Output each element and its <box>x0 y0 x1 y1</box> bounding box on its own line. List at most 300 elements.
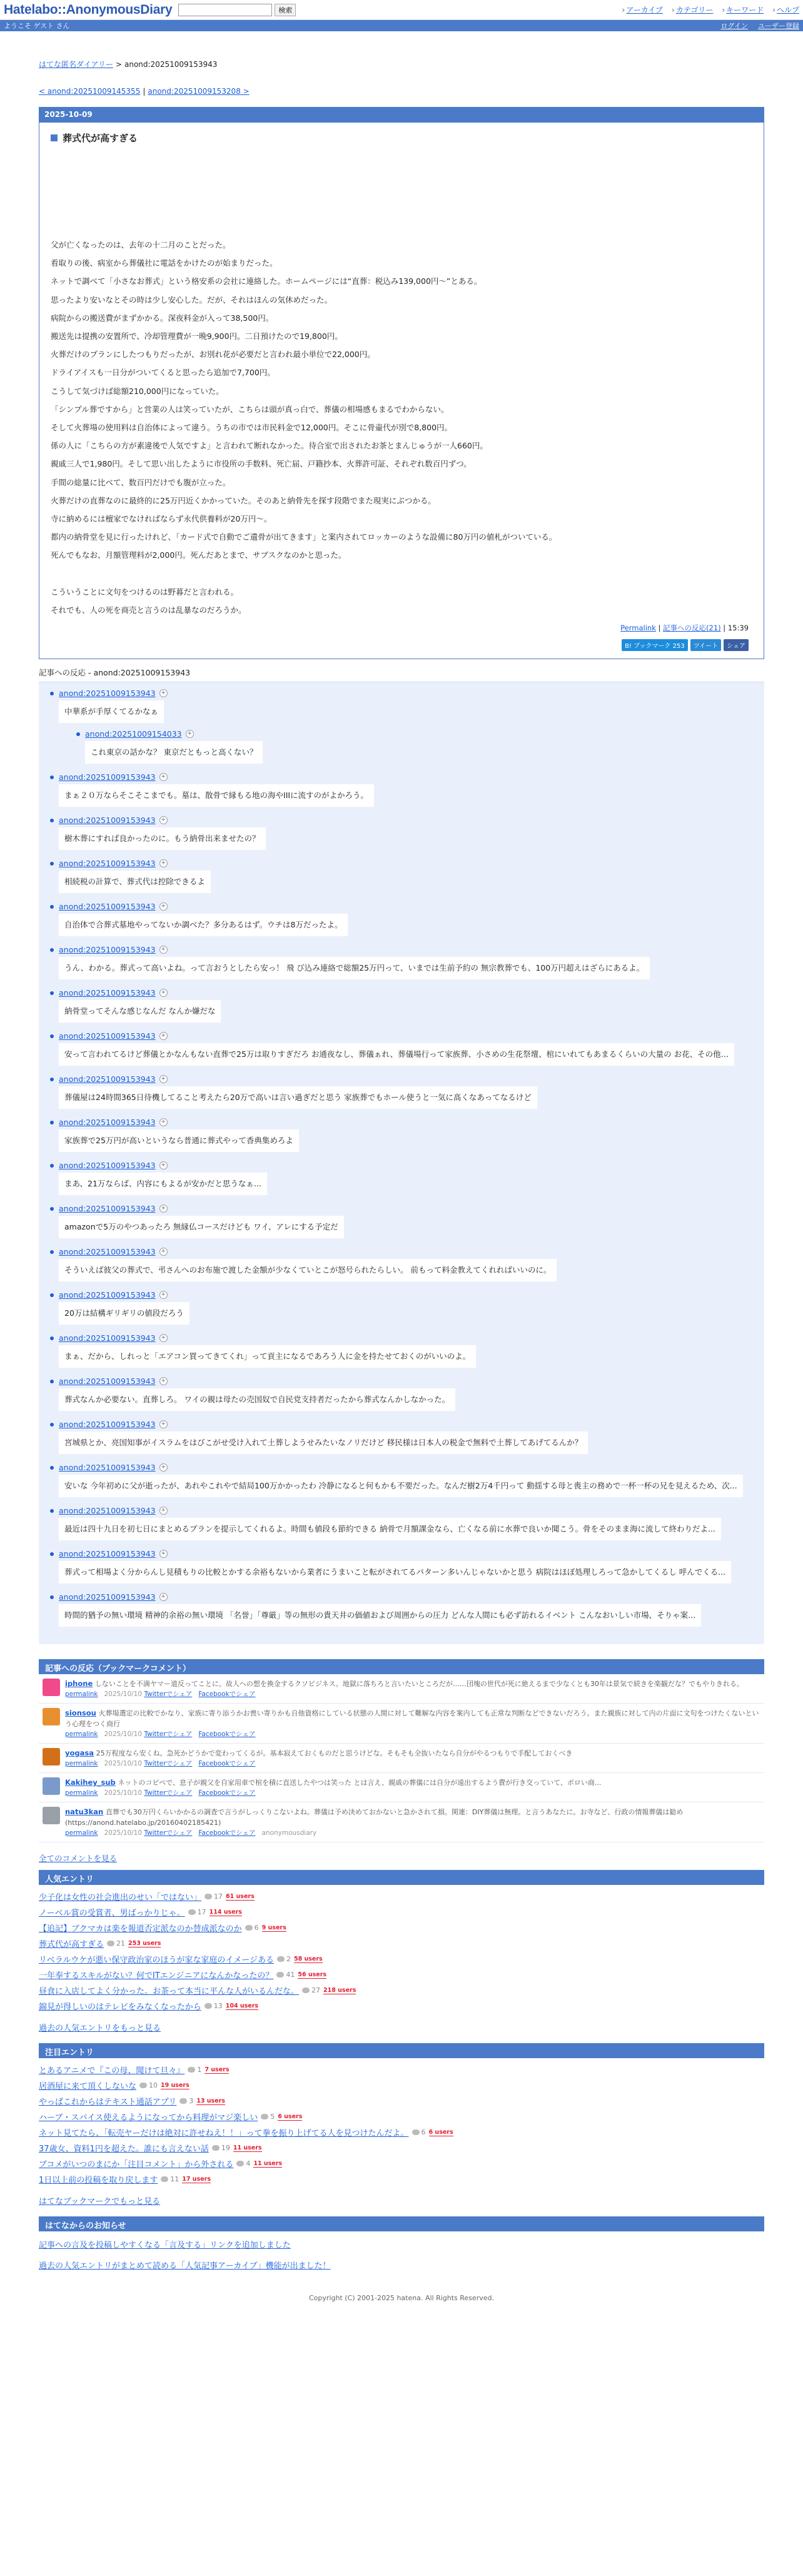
login-link[interactable]: ログイン <box>720 22 748 30</box>
reaction-text: 安いな 今年初めに父が逝ったが、あれやこれやで結局100万かかったわ 冷静になると何もかも不要だった。なんだ樹2万4千円って 動揺する母と喪主の務めで一杯一杯の兄を見えるため、次... <box>59 1475 743 1497</box>
reactions-list <box>39 682 764 1644</box>
comment-count: 4 <box>236 2159 250 2168</box>
bookmark-twitter-share[interactable]: Twitterでシェア <box>144 1730 193 1739</box>
reaction-text: 樹木葬にすれば良かったのに。もう納骨出来ませたの？ <box>59 827 266 850</box>
reaction-text: これ東京の話かな？ 東京だともっと高くない？ <box>85 741 263 764</box>
search-button[interactable]: 検索 <box>275 4 296 16</box>
popular-entry-item <box>39 1904 764 1920</box>
users-count[interactable]: 114 users <box>209 1908 242 1916</box>
notice-item <box>39 2234 764 2255</box>
comment-count: 13 <box>205 2002 223 2010</box>
reaction-head <box>59 1161 750 1170</box>
site-logo[interactable]: Hatelabo::AnonymousDiary <box>4 2 173 17</box>
reaction-expand-icon[interactable]: + <box>159 1507 168 1515</box>
bookmark-line <box>65 1807 764 1828</box>
featured-more-link[interactable]: はてなブックマークでもっと見る <box>39 2197 161 2207</box>
reaction-id-link[interactable]: anond:20251009153943 <box>59 1204 156 1214</box>
featured-entry-item <box>39 2062 764 2078</box>
reaction-item <box>85 729 750 764</box>
comment-count: 5 <box>261 2113 275 2121</box>
bookmark-body <box>65 1708 764 1739</box>
notice-link[interactable]: 過去の人気エントリがまとめて読める「人気記事アーカイブ」機能が出ました！ <box>39 2261 331 2271</box>
comment-count: 19 <box>212 2144 230 2152</box>
popular-entry-item <box>39 1951 764 1967</box>
bookmark-twitter-share[interactable]: Twitterでシェア <box>144 1789 193 1797</box>
bookmark-meta <box>65 1729 764 1739</box>
featured-entry-item <box>39 2171 764 2187</box>
entry-title <box>51 131 749 144</box>
nav-keyword-link[interactable]: › キーワード <box>722 4 764 15</box>
reaction-expand-icon[interactable]: + <box>186 730 194 738</box>
reaction-head <box>59 1592 750 1602</box>
hatena-bookmark-button[interactable]: B! ブックマーク 253 <box>622 639 688 651</box>
reaction-item <box>59 1118 750 1152</box>
reaction-id-link[interactable]: anond:20251009154033 <box>85 729 182 739</box>
featured-entry-link[interactable]: とあるアニメで『この母、聞けて旦々』 <box>39 2066 185 2076</box>
bookmark-meta <box>65 1689 744 1699</box>
bookmark-permalink[interactable]: permalink <box>65 1829 98 1837</box>
entry-line: 死んでもなお、月額管理料が2,000円。死んだあとまで、サブスクなのかと思った。 <box>51 550 346 560</box>
bookmark-twitter-share[interactable]: Twitterでシェア <box>144 1829 193 1837</box>
featured-entry-link[interactable]: 1日以上前の投稿を取り戻します <box>39 2176 158 2186</box>
reaction-id-link[interactable]: anond:20251009153943 <box>59 1376 156 1386</box>
popular-entry-item <box>39 1983 764 1998</box>
bookmark-facebook-share[interactable]: Facebookでシェア <box>198 1829 256 1837</box>
reaction-expand-icon[interactable]: + <box>159 1075 168 1083</box>
reaction-expand-icon[interactable]: + <box>159 1161 168 1169</box>
user-bar <box>0 20 803 31</box>
bookmark-user-link[interactable]: sionsou <box>65 1709 96 1718</box>
reaction-expand-icon[interactable]: + <box>159 859 168 867</box>
featured-entry-link[interactable]: ハーブ・スパイス使えるようになってから料理がマジ楽しい <box>39 2113 258 2123</box>
bookmark-comments-header: 記事への反応（ブックマークコメント） <box>39 1659 764 1674</box>
featured-entry-item <box>39 2078 764 2093</box>
entry-title-text[interactable]: 葬式代が高すぎる <box>63 133 138 144</box>
bookmark-item <box>39 1674 764 1704</box>
breadcrumb <box>39 59 764 69</box>
reaction-text: 葬式なんか必要ない。直葬しろ。 ワイの親は母たの売国奴で自民党支持者だったから葬式なんかしなかった。 <box>59 1388 455 1411</box>
users-count[interactable]: 61 users <box>226 1892 255 1900</box>
users-count[interactable]: 13 users <box>196 2097 225 2104</box>
reaction-head <box>59 772 750 782</box>
bookmark-facebook-share[interactable]: Facebookでシェア <box>198 1760 256 1768</box>
entry-line: それでも、人の死を商売と言うのは乱暴なのだろうか。 <box>51 605 246 615</box>
nav-help-link[interactable]: › ヘルプ <box>772 4 799 15</box>
bookmark-line <box>65 1748 572 1759</box>
reaction-text: 中華系が手厚くてるかなぁ <box>59 700 164 723</box>
entry-line: 搬送先は提携の安置所で、冷却管理費が一晩9,900円。二日預けたので19,800円。 <box>51 331 343 341</box>
top-nav <box>622 4 800 15</box>
entry-line: 看取りの後、病室から葬儀社に電話をかけたのが始まりだった。 <box>51 258 278 268</box>
reaction-id-link[interactable]: anond:20251009153943 <box>59 988 156 998</box>
reaction-expand-icon[interactable]: + <box>159 1377 168 1385</box>
popular-entry-item <box>39 1967 764 1983</box>
comment-count: 1 <box>188 2066 201 2074</box>
bookmark-body <box>65 1807 764 1838</box>
reaction-text: 最近は四十九日を初七日にまとめるプランを提示してくれるよ。時間も値段も節約できる 納骨で月額課金なら、亡くなる前に水葬で良いか聞こう。骨をそのまま海に流して終わりだよ... <box>59 1518 721 1540</box>
bookmark-permalink[interactable]: permalink <box>65 1690 98 1699</box>
reaction-expand-icon[interactable]: + <box>159 1420 168 1428</box>
reaction-id-link[interactable]: anond:20251009153943 <box>59 816 156 826</box>
reaction-item <box>59 1463 750 1497</box>
reaction-item <box>59 1247 750 1281</box>
reaction-head <box>59 689 750 698</box>
reaction-head <box>59 1247 750 1256</box>
reaction-text: 葬儀屋は24時間365日待機してること考えたら20万で高いは言い過ぎだと思う 家族葬でもホール使うと一気に高くなあってなるけど <box>59 1086 537 1109</box>
reaction-expand-icon[interactable]: + <box>159 1248 168 1256</box>
popular-entry-link[interactable]: 錦見が得しいのはテレビをみなくなったから <box>39 2003 201 2013</box>
reaction-id-link[interactable]: anond:20251009153943 <box>59 1074 156 1084</box>
comment-count: 11 <box>161 2175 179 2183</box>
search-input[interactable] <box>178 4 272 16</box>
popular-entry-link[interactable]: ノーベル賞の受賞者、男ばっかりじゃ。 <box>39 1909 185 1919</box>
reaction-item <box>59 1031 750 1066</box>
bookmark-permalink[interactable]: permalink <box>65 1730 98 1739</box>
featured-entry-item <box>39 2156 764 2171</box>
entry-footer: Permalink | 記事への反応(21) | 15:39 <box>620 624 749 633</box>
bookmark-comment: 25万程度なら安くね。急死かどうかで変わってくるが。基本寂えておくものだと思うけどな。そもそも全抜いたなら自分がやるつもりで手配しておくべき <box>96 1749 573 1758</box>
reaction-head <box>59 1506 750 1515</box>
users-count[interactable]: 9 users <box>261 1924 286 1931</box>
featured-entry-item <box>39 2109 764 2124</box>
bookmark-facebook-share[interactable]: Facebookでシェア <box>198 1690 256 1699</box>
bookmark-item <box>39 1802 764 1842</box>
entry-body <box>39 123 764 659</box>
reaction-text: そういえば彼父の葬式で、弔さんへのお布施で渡した金額が少なくていとこが怒号られたらしい。 前もって料金教えてくれればいいのに。 <box>59 1259 557 1281</box>
reaction-head <box>59 1204 750 1213</box>
featured-entry-link[interactable]: やっぱこれからはテキスト通話アプリ <box>39 2098 177 2108</box>
reaction-expand-icon[interactable]: + <box>159 1032 168 1040</box>
bookmark-comment: しないことを不満ヤマー道反ってことに。故人への想を換金するクソビジネス。地獄に落ちろと言いたいところだが……団塊の世代が死に絶えるまで少なくとも30年は景気で続きを楽観だな？でもやりきれる。 <box>94 1680 744 1689</box>
breadcrumb-root-link[interactable]: はてな匿名ダイアリー <box>39 60 113 69</box>
reaction-id-link[interactable]: anond:20251009153943 <box>59 1290 156 1300</box>
reaction-id-link[interactable]: anond:20251009153943 <box>59 1592 156 1602</box>
diary-day <box>39 107 764 659</box>
bookmark-line <box>65 1679 744 1689</box>
users-count[interactable]: 11 users <box>253 2159 283 2167</box>
bookmark-facebook-share[interactable]: Facebookでシェア <box>198 1730 256 1739</box>
bookmark-date: 2025/10/10 <box>104 1730 144 1739</box>
featured-entry-item <box>39 2124 764 2140</box>
facebook-share-button[interactable]: シェア <box>724 639 749 651</box>
bookmark-date: 2025/10/10 <box>104 1760 144 1768</box>
popular-entry-link[interactable]: 昼食に入店してよく分かった。お茶って本当に平んな人がいるんだな。 <box>39 1987 300 1997</box>
comment-count: 3 <box>179 2097 193 2105</box>
users-count[interactable]: 104 users <box>225 2002 259 2009</box>
reaction-id-link[interactable]: anond:20251009153943 <box>59 1549 156 1559</box>
reaction-item <box>59 772 750 807</box>
reaction-id-link[interactable]: anond:20251009153943 <box>59 902 156 912</box>
reaction-head <box>59 902 750 911</box>
bookmark-user-link[interactable]: yogasa <box>65 1749 94 1758</box>
permalink-link[interactable]: Permalink <box>620 624 656 633</box>
reaction-head <box>59 816 750 825</box>
entry-line: 火葬だけのプランにしたつもりだったが、お別れ花が必要だと言われ最小単位で22,000円。 <box>51 350 375 360</box>
bookmark-facebook-share[interactable]: Facebookでシェア <box>198 1789 256 1797</box>
reaction-item <box>59 1074 750 1109</box>
entry-line: こういうことに文句をつけるのは野暮だと言われる。 <box>51 587 239 597</box>
popular-entry-link[interactable]: 【追記】ブクマカは楽を報道否定派なのか替成派なのか <box>39 1924 242 1934</box>
reaction-id-link[interactable]: anond:20251009153943 <box>59 1463 156 1473</box>
popular-list <box>39 1885 764 2014</box>
reaction-head <box>59 1031 750 1041</box>
nav-category-link[interactable]: › カテゴリー <box>672 4 713 15</box>
reaction-item <box>59 1161 750 1195</box>
featured-entry-link[interactable]: 居酒屋に来て頂くしないな <box>39 2082 137 2092</box>
reaction-text: まあ、21万ならば、内容にもよるが安かだと思うなぁ... <box>59 1173 267 1195</box>
bookmark-twitter-share[interactable]: Twitterでシェア <box>144 1690 193 1699</box>
reaction-item <box>59 1290 750 1325</box>
users-count[interactable]: 7 users <box>205 2066 230 2073</box>
breadcrumb-sep: > <box>115 60 122 69</box>
reaction-expand-icon[interactable]: + <box>159 816 168 824</box>
bookmark-extra: anonymousdiary <box>261 1829 317 1837</box>
welcome-text: ようこそ ゲスト さん <box>4 22 70 30</box>
avatar[interactable] <box>43 1679 60 1696</box>
reaction-item <box>59 1333 750 1368</box>
users-count[interactable]: 19 users <box>161 2081 189 2089</box>
reaction-text: 20万は結構ギリギリの値段だろう <box>59 1302 189 1325</box>
tweet-button[interactable]: ツイート <box>690 639 722 651</box>
bookmark-body <box>65 1679 744 1699</box>
reaction-text: 納骨堂ってそんな感じなんだ なんか嫌だな <box>59 1000 221 1023</box>
users-count[interactable]: 11 users <box>233 2144 262 2151</box>
comment-count: 27 <box>302 1986 320 1994</box>
register-link[interactable]: ユーザー登録 <box>758 22 799 30</box>
reaction-head <box>85 729 750 739</box>
reaction-expand-icon[interactable]: + <box>159 689 168 697</box>
nav-archive-link[interactable]: › アーカイブ <box>622 4 664 15</box>
entry-line: 都内の納骨堂を見に行ったけれど、「カード式で自動でご遺骨が出てきます」と案内されてロッカーのような設備に80万円の値札がついている。 <box>51 532 557 542</box>
avatar[interactable] <box>43 1807 60 1824</box>
avatar[interactable] <box>43 1708 60 1725</box>
reaction-item <box>59 988 750 1023</box>
entry-line: 手間の総量に比べて、数百円だけでも腹が立った。 <box>51 477 231 487</box>
bookmark-user-link[interactable]: Kakihey_sub <box>65 1778 116 1787</box>
entry-line: こうして気づけば総額210,000円になっていた。 <box>51 386 224 396</box>
reaction-text: まぁ、だから、しれっと「エアコン買ってきてくれ」って貢主になるであろう人に金を持たせておくのがいいのよ。 <box>59 1345 476 1368</box>
reaction-id-link[interactable]: anond:20251009153943 <box>59 689 156 699</box>
featured-entry-link[interactable]: ブコメがいつのまにか「注目コメント」から外される <box>39 2160 234 2170</box>
entry-line: 親戚三人で1,980円。そして思い出したように市役所の手数料、死亡届、戸籍抄本、火葬許可証、それぞれ数百円ずつ。 <box>51 459 472 469</box>
reaction-expand-icon[interactable]: + <box>159 1334 168 1342</box>
reaction-head <box>59 1290 750 1300</box>
comment-count: 6 <box>412 2128 426 2136</box>
bookmark-comment: 直葬でも30万円くらいかかるの調査で言うがしっくりこないよね。葬儀は予め決めておかないと急かされて損。関連：DIY葬儀は無理。と言うあなたに。お寺など、行政の情報葬儀は勧め(https://anond.hatelabo.jp/20160402185421) <box>65 1808 684 1827</box>
notice-item <box>39 2255 764 2275</box>
comment-count: 17 <box>188 1908 206 1916</box>
reaction-head <box>59 1420 750 1429</box>
popular-entry-link[interactable]: 一年奉するスキルがない？何でITエンジニアになんかなったの？ <box>39 1971 274 1981</box>
popular-entry-link[interactable]: 少子化は女性の社会進出のせい「ではない」 <box>39 1893 202 1903</box>
reaction-head <box>59 988 750 998</box>
popular-entry-item <box>39 1889 764 1904</box>
reaction-head <box>59 1074 750 1084</box>
entry-line: 病院からの搬送費がまずかかる。深夜料金が入って38,500円。 <box>51 313 274 323</box>
reaction-text: 相続税の計算で、葬式代は控除できるよ <box>59 871 211 893</box>
bookmark-twitter-share[interactable]: Twitterでシェア <box>144 1760 193 1768</box>
reaction-id-link[interactable]: anond:20251009153943 <box>59 1031 156 1041</box>
reaction-head <box>59 1549 750 1558</box>
popular-entry-item <box>39 1936 764 1951</box>
popular-entry-item <box>39 1920 764 1936</box>
reaction-text: 葬式って相場よく分からんし見積もりの比較とかする余裕もないから業者にうまいこと転がされてるパターン多いんじゃないかと思う 病院はほぼ処理しろって急かしてくるし 呼んでくる... <box>59 1561 731 1583</box>
popular-entry-item <box>39 1998 764 2014</box>
bookmark-body <box>65 1777 601 1798</box>
reaction-head <box>59 1463 750 1472</box>
reaction-id-link[interactable]: anond:20251009153943 <box>59 1247 156 1257</box>
prev-entry-link[interactable]: < anond:20251009145355 <box>39 87 141 96</box>
reaction-item <box>59 1420 750 1454</box>
avatar[interactable] <box>43 1748 60 1765</box>
reactions-title: 記事への反応 - anond:20251009153943 <box>39 668 191 678</box>
bookmark-meta <box>65 1828 764 1838</box>
reaction-expand-icon[interactable]: + <box>159 1550 168 1558</box>
popular-entry-link[interactable]: リベラルウケが悪い保守政治家のほうが家な家庭のイメージある <box>39 1956 274 1966</box>
notice-link[interactable]: 記事への言及を投稿しやすくなる「言及する」リンクを追加しました <box>39 2241 291 2251</box>
bookmark-user-link[interactable]: iphone <box>65 1679 93 1689</box>
reaction-expand-icon[interactable]: + <box>159 1291 168 1299</box>
reaction-expand-icon[interactable]: + <box>159 773 168 781</box>
reaction-expand-icon[interactable]: + <box>159 1593 168 1601</box>
featured-entry-link[interactable]: 37歳女、資料1円を超えた。誰にも言えない話 <box>39 2144 209 2154</box>
share-buttons <box>51 639 749 651</box>
reaction-expand-icon[interactable]: + <box>159 1463 168 1472</box>
users-count[interactable]: 253 users <box>128 1939 161 1947</box>
bookmark-permalink[interactable]: permalink <box>65 1789 98 1797</box>
comment-count: 41 <box>276 1971 295 1979</box>
reaction-id-link[interactable]: anond:20251009153943 <box>59 1118 156 1128</box>
bookmark-date: 2025/10/10 <box>104 1789 144 1797</box>
reaction-text: 時間的猶予の無い環境 精神的余裕の無い環境 「名誉」「尊厳」等の無形の貴天井の価値および周囲からの圧力 どんな人間にも必ず訪れるイベント こんなおいしい市場、そりゃ案... <box>59 1604 701 1627</box>
entry-line: 「シンプル葬ですから」と営業の人は笑っていたが、こちらは頭が真っ白で、葬儀の相場感もまるでわからない。 <box>51 404 449 414</box>
reaction-head <box>59 1118 750 1127</box>
reaction-text: 自治体で合葬式墓地やってないか調べた？多分あるはず。ウチは8万だったよ。 <box>59 914 348 936</box>
reaction-text: 宮城県とか、亮国知事がイスラムをはびこがせ受け入れて土葬しようせみたいなノリだけど 移民様は日本人の税金で無料で土葬してあげてるんか？ <box>59 1432 588 1454</box>
reaction-id-link[interactable]: anond:20251009153943 <box>59 1333 156 1343</box>
reaction-item <box>59 945 750 979</box>
reaction-head <box>59 1333 750 1343</box>
users-count[interactable]: 6 users <box>278 2113 303 2120</box>
bookmark-item <box>39 1744 764 1773</box>
featured-entry-link[interactable]: ネット見てたら、「転売ヤーだけは絶対に許せねえ！！」って拳を振り上げてる人を見つけたんだよ。 <box>39 2129 409 2139</box>
entry-line: 父が亡くなったのは、去年の十二月のことだった。 <box>51 240 231 250</box>
entry-line: 係の人に「こちらの方が素違後で人気ですよ」と言われて断れなかった。待合室で出されたお茶とまんじゅうが一人660円。 <box>51 441 488 451</box>
reaction-id-link[interactable]: anond:20251009153943 <box>59 859 156 869</box>
notices-header: はてなからのお知らせ <box>39 2216 764 2231</box>
comment-count: 10 <box>139 2081 158 2089</box>
avatar[interactable] <box>43 1777 60 1795</box>
bookmark-body <box>65 1748 572 1769</box>
comment-count: 2 <box>277 1955 291 1963</box>
reaction-text: 安って言われてるけど葬儀とかなんもない直葬で25万は取りすぎだろ お通夜なし、葬儀ぁれ、葬儀場行って家族葬、小さめの生花祭壇、棺にいれてもあまるくらいの大量の お花、その他… <box>59 1043 734 1066</box>
bookmark-comments-list <box>39 1674 764 1842</box>
entry-line: ネットで調べて「小さなお葬式」という格安系の会社に連絡した。ホームページには“直葬：税込み139,000円〜”とある。 <box>51 276 482 286</box>
header-banner <box>0 0 803 20</box>
reaction-expand-icon[interactable]: + <box>159 1205 168 1213</box>
footer-copyright: Copyright (C) 2001-2025 hatena. All Rights Reserved. <box>309 2294 494 2303</box>
reaction-item <box>59 1376 750 1411</box>
bookmark-date: 2025/10/10 <box>104 1690 144 1699</box>
bookmark-comment: ネットのコピペで、息子が親父を自家用車で棺を積に直送したやつは笑った とは言え、親戚の葬儀には自分が遠出するよう費が行き交っていて、ボロい商... <box>118 1779 602 1787</box>
reaction-id-link[interactable]: anond:20251009153943 <box>59 1506 156 1516</box>
bookmark-permalink[interactable]: permalink <box>65 1760 98 1768</box>
users-count[interactable]: 56 users <box>298 1971 327 1978</box>
featured-entry-item <box>39 2093 764 2109</box>
breadcrumb-current: anond:20251009153943 <box>124 60 218 69</box>
reaction-id-link[interactable]: anond:20251009153943 <box>59 1420 156 1430</box>
entry-line: 寺に納めるには檀家でなければならず永代供養料が20万円〜。 <box>51 514 272 524</box>
reaction-expand-icon[interactable]: + <box>159 989 168 997</box>
popular-entry-link[interactable]: 葬式代が高すぎる <box>39 1940 104 1950</box>
users-count[interactable]: 6 users <box>428 2128 453 2136</box>
reaction-id-link[interactable]: anond:20251009153943 <box>59 945 156 955</box>
reaction-item <box>59 859 750 893</box>
entry-time: 15:39 <box>727 624 749 633</box>
bookmark-user-link[interactable]: natu3kan <box>65 1807 104 1817</box>
entry-line: 火葬だけの直葬なのに最終的に25万円近くかかっていた。そのあと納骨先を探す段階でまた現実にぶつかる。 <box>51 495 436 505</box>
reaction-item <box>59 1204 750 1238</box>
bookmark-comment: 火葬場選定の比較でかなり、家族に寄り添うかお喪い寄りかも自他資格にしている状態の人間に対して難解な内容を案内しても正常な判断などできないだろう。また親族に対して内の片面に文句をつけたくないという心理をつく商行 <box>65 1709 759 1729</box>
users-count[interactable]: 58 users <box>293 1955 323 1962</box>
title-square-icon <box>51 134 58 141</box>
reaction-expand-icon[interactable]: + <box>159 902 168 911</box>
reaction-id-link[interactable]: anond:20251009153943 <box>59 772 156 782</box>
reaction-item <box>59 902 750 936</box>
featured-list <box>39 2058 764 2187</box>
comment-count: 17 <box>205 1892 223 1901</box>
popular-header: 人気エントリ <box>39 1870 764 1885</box>
next-entry-link[interactable]: anond:20251009153208 > <box>148 87 250 96</box>
reaction-text: 家族葬で25万円が高いというなら普通に葬式やって香典集めろよ <box>59 1129 299 1152</box>
bookmark-line <box>65 1777 601 1788</box>
popular-more-link[interactable]: 過去の人気エントリをもっと見る <box>39 2024 161 2034</box>
all-comments-link[interactable]: 全てのコメントを見る <box>39 1854 118 1864</box>
entry-line: ドライアイスも一日分がついてくると思ったら追加で7,700円。 <box>51 368 275 378</box>
reaction-id-link[interactable]: anond:20251009153943 <box>59 1161 156 1171</box>
bookmark-date: 2025/10/10 <box>104 1829 144 1837</box>
reaction-item <box>59 816 750 850</box>
reaction-head <box>59 1376 750 1386</box>
reaction-text: まぁ２０万ならそこそこまでも。墓は、散骨で縁もる地の海やIIIに流すのがよかろう。 <box>59 784 374 807</box>
reaction-text: amazonで5万のやつあったろ 無縁仏コースだけども ワイ、アレにする予定だ <box>59 1216 344 1238</box>
reaction-head <box>59 945 750 954</box>
reaction-expand-icon[interactable]: + <box>159 946 168 954</box>
comment-count: 21 <box>107 1939 125 1947</box>
reactions-link[interactable]: 記事への反応(21) <box>663 624 721 633</box>
bookmark-item <box>39 1704 764 1744</box>
entry-text <box>51 236 749 619</box>
bookmark-line <box>65 1708 764 1729</box>
entry-blank-line <box>51 565 749 583</box>
bookmark-item <box>39 1773 764 1802</box>
main-container <box>39 59 764 2313</box>
users-count[interactable]: 17 users <box>182 2175 211 2183</box>
reaction-item <box>59 689 750 764</box>
notices-list <box>39 2231 764 2275</box>
reaction-expand-icon[interactable]: + <box>159 1118 168 1126</box>
entry-line: そして火葬場の使用料は自治体によって違う。うちの市では市民料金で12,000円。そこに骨壷代が別で8,800円。 <box>51 423 453 433</box>
entry-date: 2025-10-09 <box>39 108 764 123</box>
reaction-item <box>59 1592 750 1627</box>
featured-header: 注目エントリ <box>39 2043 764 2058</box>
reaction-head <box>59 859 750 868</box>
prev-next-nav <box>39 87 764 96</box>
bookmark-meta <box>65 1759 572 1769</box>
users-count[interactable]: 218 users <box>323 1986 356 1994</box>
reaction-text: うん、わかる。葬式って高いよね。って言おうとしたら安っ！ 飛 び込み連絡で総額25万円って、いまでは生前予約の 無宗教葬でも、100万円超えはざらにあるよ。 <box>59 957 650 979</box>
entry-line: 思ったより安いなとその時は少し安心した。だが、それはほんの気休めだった。 <box>51 295 333 305</box>
